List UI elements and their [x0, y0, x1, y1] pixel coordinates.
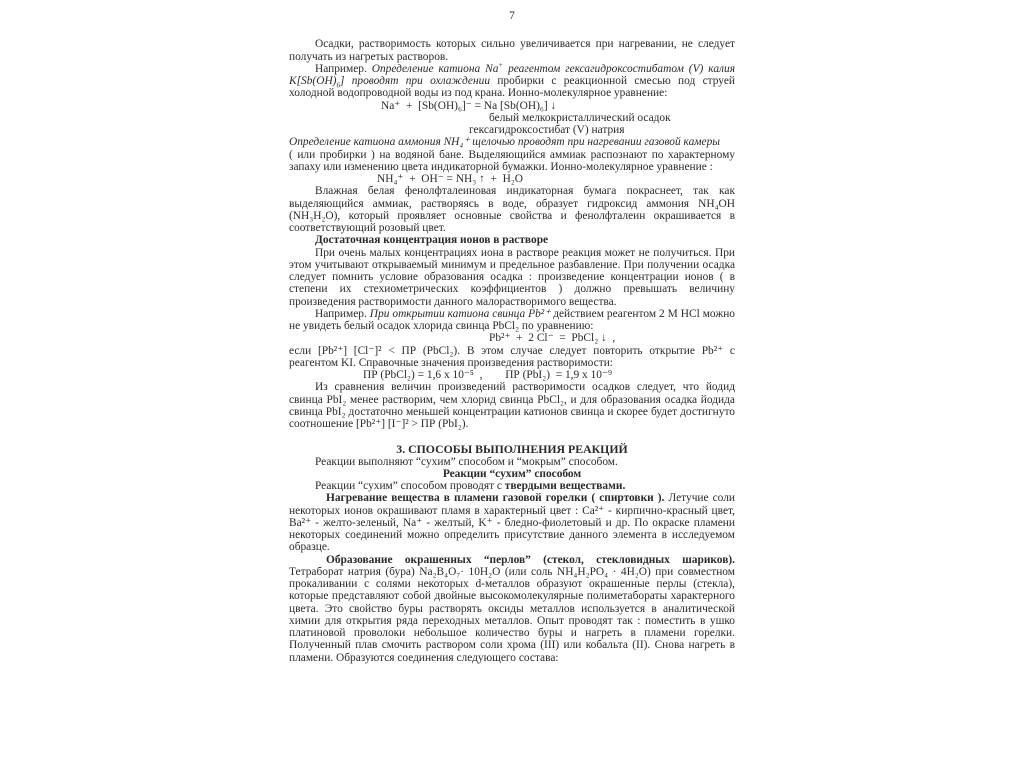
equation-note-precipitate: белый мелкокристаллический осадок	[489, 111, 671, 124]
paragraph-ammonium-italic: Определение катиона аммония NH₄⁺ щелочью проводят при нагревании газовой камеры	[289, 136, 721, 149]
italic-text-3: ] проводят при охлаждении	[339, 75, 491, 87]
paragraph-phenolphthalein: Влажная белая фенолфталеиновая индикаторная бумага покраснеет, так как выделяющийся аммиак, растворяясь в воде, образует гидроксид аммония NH₄OH (NH₃H₂O), который проявляет основные свойства и фенолфталеин окрашивается в соответствующий розовый цвет.	[289, 185, 735, 234]
paragraph-precipitates: Осадки, растворимость которых сильно увеличивается при нагревании, не следует получать из нагретых растворов.	[289, 38, 735, 63]
italic-text: При открытии катиона свинца Pb²⁺	[369, 307, 551, 320]
heading-concentration: Достаточная концентрация ионов в растворе	[315, 234, 549, 247]
rest-text: действием реагентом 2 М HCl можно не увидеть белый осадок хлорида свинца PbCl₂ по уравнению:	[289, 307, 735, 332]
paragraph-comparison: Из сравнения величин произведений растворимости осадков следует, что йодид свинца PbI₂ менее растворим, чем хлорид свинца PbCl₂, и для образования осадка йодида свинца PbI₂ достаточно меньшей концентрации катионов свинца и скорее будет достигнуто соотношение [Pb²⁺] [I⁻]² > ПР (PbI₂).	[289, 381, 735, 430]
italic-text: Определение катиона Na	[371, 62, 499, 75]
paragraph-concentration: При очень малых концентрациях иона в растворе реакция может не получиться. При этом учитывают открываемый минимум и предельное разбавление. При получении осадка следует помнить условие образования осадка : произведение концентрации ионов ( в степени их стехиометрических коэффициентов ) должно превышать величину произведения растворимости данного малорастворимого вещества.	[289, 246, 735, 308]
paragraph-dry-method	[289, 480, 735, 492]
equation-lead-chloride: Pb²⁺ + 2 Cl⁻ = PbCl₂ ↓ ,	[489, 332, 616, 345]
paragraph-methods: Реакции выполняют “сухим” способом и “мокрым” способом.	[315, 455, 618, 468]
section-heading: 3. СПОСОБЫ ВЫПОЛНЕНИЯ РЕАКЦИЙ	[396, 442, 628, 457]
bold-text: твердыми веществами.	[504, 480, 626, 492]
paragraph-ammonium: ( или пробирки ) на водяной бане. Выделяющийся аммиак распознают по характерному запаху или изменению цвета индикаторной бумажки. Ионно-молекулярное уравнение :	[289, 148, 735, 173]
superscript: +	[498, 60, 504, 69]
equation-note-compound: гексагидроксостибат (V) натрия	[469, 124, 625, 136]
rest-text: Летучие соли некоторых ионов окрашивают пламя в характерный цвет : Ca²⁺ - кирпично-красный цвет, Ba²⁺ - желто-зеленый, Na⁺ - желтый, K⁺ - бледно-фиолетовый и др. По окраске пламени некоторых соединений можно определить присутствие данного элемента в исследуемом образце.	[289, 492, 736, 554]
lead-text: Например.	[315, 62, 372, 75]
paragraph-lead-example	[289, 308, 735, 333]
rest-text: Тетраборат натрия (бура) Na₂B₄O₇· 10H₂O (или соль NH₄H₂PO₄ · 4H₂O) при совместном прокаливании с солями некоторых d-металлов образуют окрашенные перлы (стекла), которые представляют собой двойные высокомолекулярные полиметабораты характерного цвета. Это свойство буры растворять оксиды металлов используется в аналитической химии для открытия ряда переходных металлов. Опыт проводят так : поместить в ушко платиновой проволоки небольшое количество буры и нагреть в пламени горелки. Полученный плав смочить раствором соли хрома (III) или кобальта (II). Снова нагреть в пламени. Образуются соединения следующего состава:	[289, 565, 735, 664]
equation-ammonium: NH₄⁺ + OH⁻ = NH₃ ↑ + H₂O	[377, 173, 524, 185]
heading-dry-method: Реакции “сухим” способом	[442, 467, 582, 480]
paragraph-solubility-condition: если [Pb²⁺] [Cl⁻]² < ПР (PbCl₂). В этом случае следует повторить открытие Pb²⁺ с реагентом KI. Справочные значения произведения растворимости:	[289, 344, 735, 369]
bold-text: Образование окрашенных “перлов” (стекол, стекловидных шариков).	[326, 553, 735, 566]
lead-text: Реакции “сухим” способом проводят с	[315, 480, 505, 492]
italic-text-2: реагентом гексагидроксостибатом (V) калия K[Sb(OH)	[289, 62, 735, 87]
rest-text: пробирки с реакционной смесью под струей холодной водопроводной воды из под крана. Ионно-молекулярное уравнение:	[289, 75, 736, 100]
equation-solubility-products: ПР (PbCl₂) = 1,6 x 10⁻⁵ , ПР (PbI₂) = 1,9 x 10⁻⁹	[363, 369, 612, 381]
document-page	[289, 10, 735, 664]
paragraph-sodium-example	[289, 60, 736, 100]
equation-sodium: Na⁺ + [Sb(OH)₆]⁻ = Na [Sb(OH)₆] ↓	[381, 99, 557, 112]
subscript: 6	[336, 81, 340, 90]
paragraph-flame-test	[289, 492, 735, 553]
paragraph-pearls	[289, 554, 735, 664]
bold-text: Нагревание вещества в пламени газовой горелки ( спиртовки ).	[326, 492, 665, 505]
lead-text: Например.	[315, 307, 370, 320]
page-number: 7	[509, 10, 515, 22]
